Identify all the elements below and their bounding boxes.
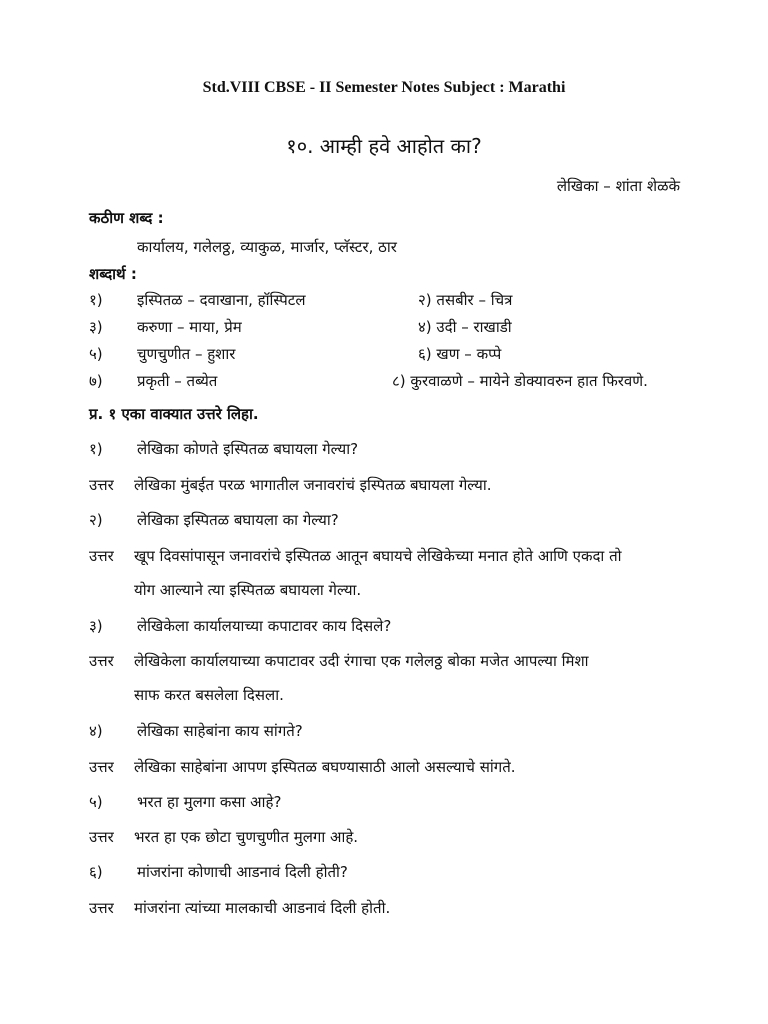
shabdarth-num: ७): [89, 372, 103, 390]
shabdarth-term: करुणा – माया, प्रेम: [137, 318, 242, 336]
question-number: ५): [89, 793, 103, 811]
answer-continuation: साफ करत बसलेला दिसला.: [134, 686, 284, 704]
answer-text: खूप दिवसांपासून जनावरांचे इस्पितळ आतून बघायचे लेखिकेच्या मनात होते आणि एकदा तो: [134, 547, 622, 565]
author-line: लेखिका – शांता शेळके: [556, 177, 680, 195]
question-number: ४): [89, 722, 103, 740]
shabdarth-num: १): [89, 291, 103, 309]
kathin-words: कार्यालय, गलेलठ्ठ, व्याकुळ, मार्जार, प्लॅस्टर, ठार: [137, 238, 397, 256]
document-header: Std.VIII CBSE - II Semester Notes Subject : Marathi: [202, 79, 566, 96]
answer-text: मांजरांना त्यांच्या मालकाची आडनावं दिली होती.: [134, 899, 391, 917]
shabdarth-term: चुणचुणीत – हुशार: [137, 345, 236, 363]
answer-label: उत्तर: [89, 652, 114, 670]
question-text: लेखिका कोणते इस्पितळ बघायला गेल्या?: [137, 440, 359, 458]
answer-continuation: योग आल्याने त्या इस्पितळ बघायला गेल्या.: [134, 581, 362, 599]
question-text: मांजरांना कोणाची आडनावं दिली होती?: [137, 863, 348, 881]
answer-label: उत्तर: [89, 758, 114, 776]
answer-label: उत्तर: [89, 899, 114, 917]
shabdarth-heading: शब्दार्थ :: [89, 265, 137, 283]
question-number: ६): [89, 863, 103, 881]
shabdarth-term: प्रकृती – तब्येत: [137, 372, 218, 390]
answer-text: लेखिका मुंबईत परळ भागातील जनावरांचं इस्पितळ बघायला गेल्या.: [134, 476, 492, 494]
answer-text: लेखिका साहेबांना आपण इस्पितळ बघण्यासाठी आलो असल्याचे सांगते.: [134, 758, 516, 776]
shabdarth-term: २) तसबीर – चित्र: [418, 291, 513, 309]
answer-label: उत्तर: [89, 828, 114, 846]
shabdarth-term: ८) कुरवाळणे – मायेने डोक्यावरुन हात फिरवणे.: [392, 372, 648, 390]
kathin-heading: कठीण शब्द :: [89, 209, 164, 227]
answer-label: उत्तर: [89, 476, 114, 494]
shabdarth-num: ३): [89, 318, 103, 336]
question-heading: प्र. १ एका वाक्यात उत्तरे लिहा.: [89, 405, 259, 423]
question-text: लेखिका साहेबांना काय सांगते?: [137, 722, 303, 740]
shabdarth-num: ५): [89, 345, 103, 363]
shabdarth-term: इस्पितळ – दवाखाना, हॉस्पिटल: [137, 291, 306, 309]
answer-text: लेखिकेला कार्यालयाच्या कपाटावर उदी रंगाचा एक गलेलठ्ठ बोका मजेत आपल्या मिशा: [134, 652, 589, 670]
question-number: २): [89, 511, 103, 529]
lesson-title: १०. आम्ही हवे आहोत का?: [286, 134, 482, 158]
answer-label: उत्तर: [89, 547, 114, 565]
question-number: ३): [89, 617, 103, 635]
question-text: भरत हा मुलगा कसा आहे?: [137, 793, 282, 811]
shabdarth-term: ४) उदी – राखाडी: [418, 318, 512, 336]
answer-text: भरत हा एक छोटा चुणचुणीत मुलगा आहे.: [134, 828, 359, 846]
question-text: लेखिका इस्पितळ बघायला का गेल्या?: [137, 511, 339, 529]
question-text: लेखिकेला कार्यालयाच्या कपाटावर काय दिसले?: [137, 617, 392, 635]
shabdarth-term: ६) खण – कप्पे: [418, 345, 502, 363]
question-number: १): [89, 440, 103, 458]
